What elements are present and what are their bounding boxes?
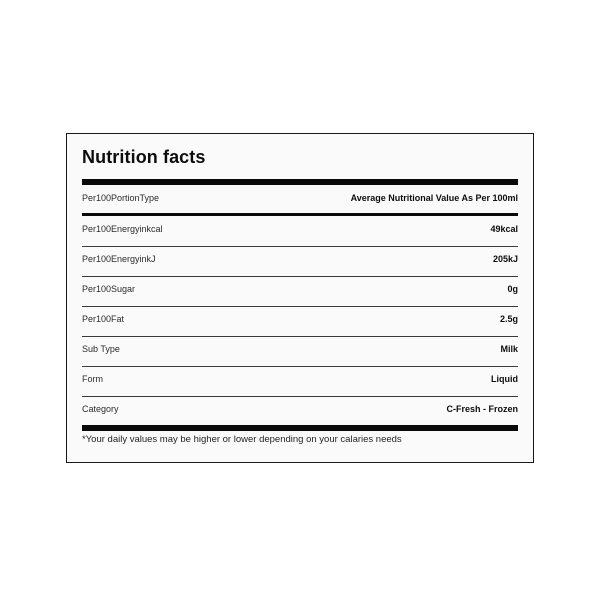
table-row: [82, 314, 518, 324]
table-row: [82, 254, 518, 264]
row-value: Average Nutritional Value As Per 100ml: [350, 193, 518, 203]
row-value: Milk: [500, 344, 518, 354]
row-label: Per100Sugar: [82, 284, 136, 294]
footnote: *Your daily values may be higher or lower depending on your calaries needs: [82, 434, 402, 445]
row-label: Category: [82, 404, 119, 414]
row-label: Per100Energyinkcal: [82, 224, 163, 234]
table-row: [82, 193, 518, 203]
row-divider: [82, 366, 518, 367]
row-divider: [82, 306, 518, 307]
table-row: [82, 224, 518, 234]
nutrition-facts-title: Nutrition facts: [82, 147, 206, 167]
row-value: C-Fresh - Frozen: [446, 404, 518, 414]
bottom-thick-divider: [82, 425, 518, 431]
row-divider: [82, 396, 518, 397]
row-divider: [82, 276, 518, 277]
row-value: 205kJ: [492, 254, 518, 264]
nutrition-facts-panel: [66, 133, 534, 463]
row-label: Per100Fat: [82, 314, 125, 324]
row-label: Form: [82, 374, 103, 384]
row-value: Liquid: [491, 374, 518, 384]
table-row: [82, 404, 518, 414]
table-row: [82, 284, 518, 294]
top-thick-divider: [82, 179, 518, 185]
row-label: Per100PortionType: [82, 193, 160, 203]
row-label: Sub Type: [82, 344, 120, 354]
row-value: 2.5g: [499, 314, 518, 324]
row-value: 49kcal: [490, 224, 518, 234]
table-row: [82, 374, 518, 384]
row-divider: [82, 246, 518, 247]
header-divider: [82, 213, 518, 216]
row-divider: [82, 336, 518, 337]
row-label: Per100EnergyinkJ: [82, 254, 156, 264]
row-value: 0g: [507, 284, 518, 294]
table-row: [82, 344, 518, 354]
